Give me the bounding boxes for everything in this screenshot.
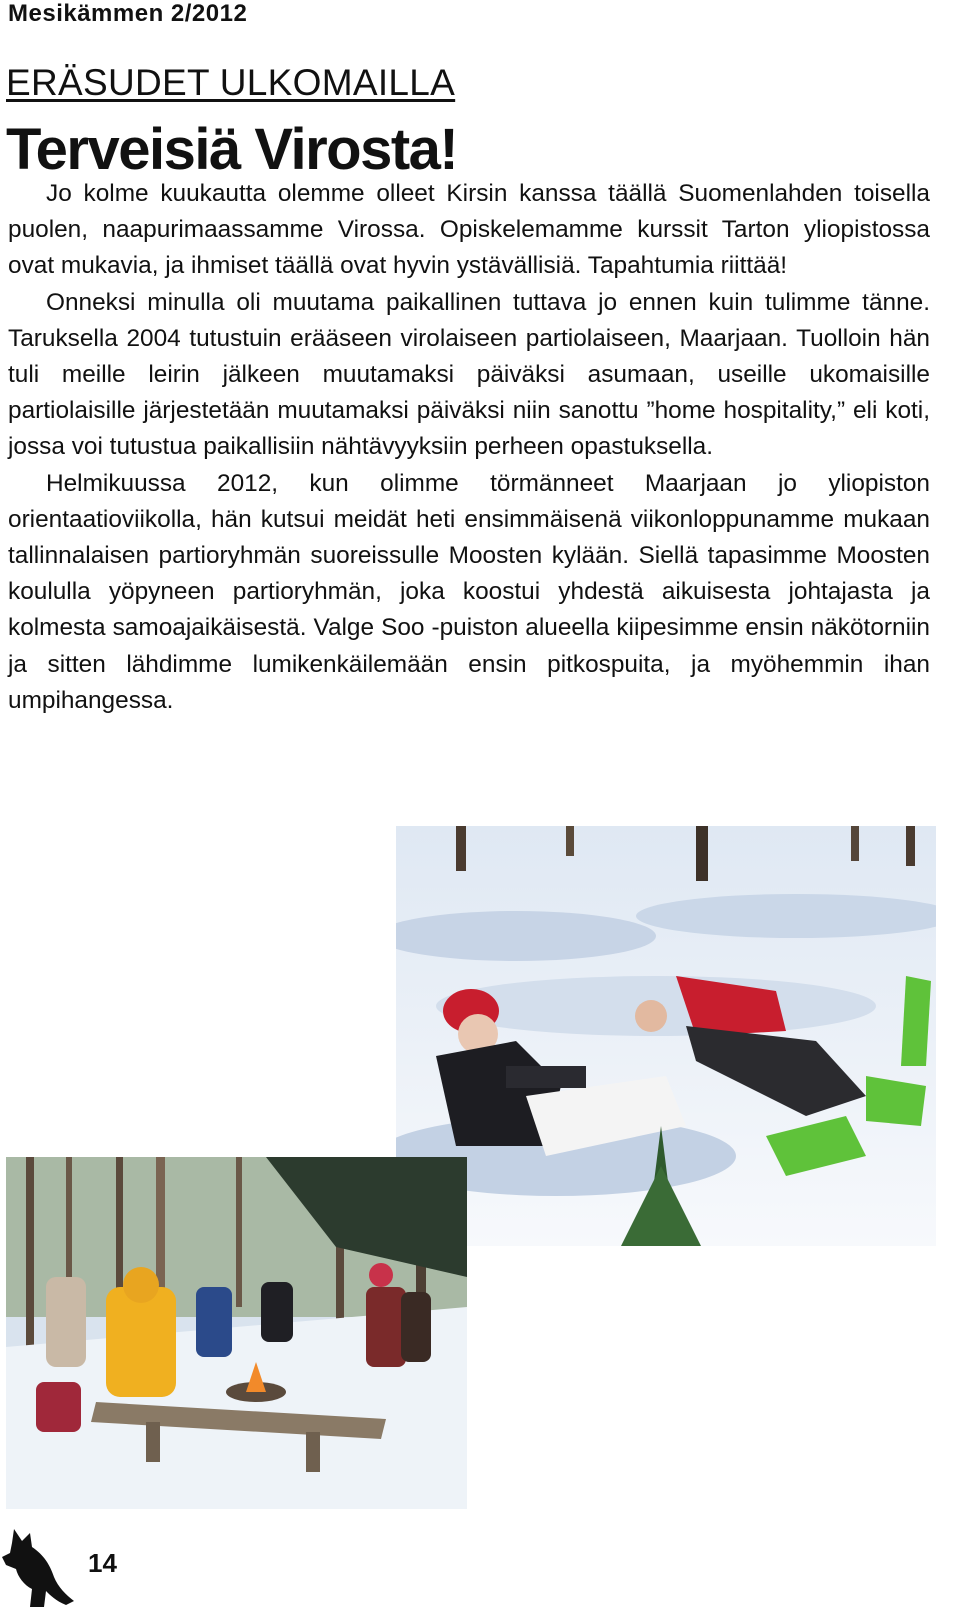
paragraph-2: Onneksi minulla oli muutama paikallinen tuttava jo ennen kuin tulimme tänne. Taruksella 2004 tutustuin erääseen virolaiseen partiolaiseen, Maarjaan. Tuolloin hän tuli meille leirin jälkeen muutamaksi päiväksi asumaan, useille ukomaisille partiolaisille järjestetään muutamaksi päiväksi niin sanottu ”home hospitality,” eli koti, jossa voi tutustua paikallisiin nähtävyyksiin perheen opastuksella. (8, 288, 930, 461)
magazine-header: Mesikämmen 2/2012 (8, 0, 248, 27)
snow-angels-photo (396, 826, 936, 1246)
article-title: Terveisiä Virosta! (6, 117, 458, 182)
paragraph-3: Helmikuussa 2012, kun olimme törmänneet Maarjaan jo yliopiston orientaatioviikolla, hän kutsui meidät heti ensimmäisenä viikonloppunamme mukaan tallinnalaisen partioryhmän suoreissulle Moosten kylään. Siellä tapasimme Moosten koululla yöpyneen partioryhmän, joka koostui yhdestä aikuisesta johtajasta ja kolmesta samoajaikäisestä. Valge Soo -puiston alueella kiipesimme ensin näkötorniin ja sitten lähdimme lumikenkäilemään ensin pitkospuita, ja myöhemmin ihan umpihangessa. (8, 469, 930, 714)
paragraph-1: Jo kolme kuukautta olemme olleet Kirsin kanssa täällä Suomenlahden toisella puolen, naapurimaassamme Virossa. Opiskelemamme kurssit Tarton yliopistossa ovat mukavia, ja ihmiset täällä ovat hyvin ystävällisiä. Tapahtumia riittää! (8, 180, 930, 280)
campfire-group-photo (6, 1157, 467, 1509)
page-number: 14 (88, 1548, 117, 1578)
wolf-logo (0, 1525, 80, 1610)
section-heading: ERÄSUDET ULKOMAILLA (6, 62, 456, 103)
article-body (8, 176, 930, 719)
